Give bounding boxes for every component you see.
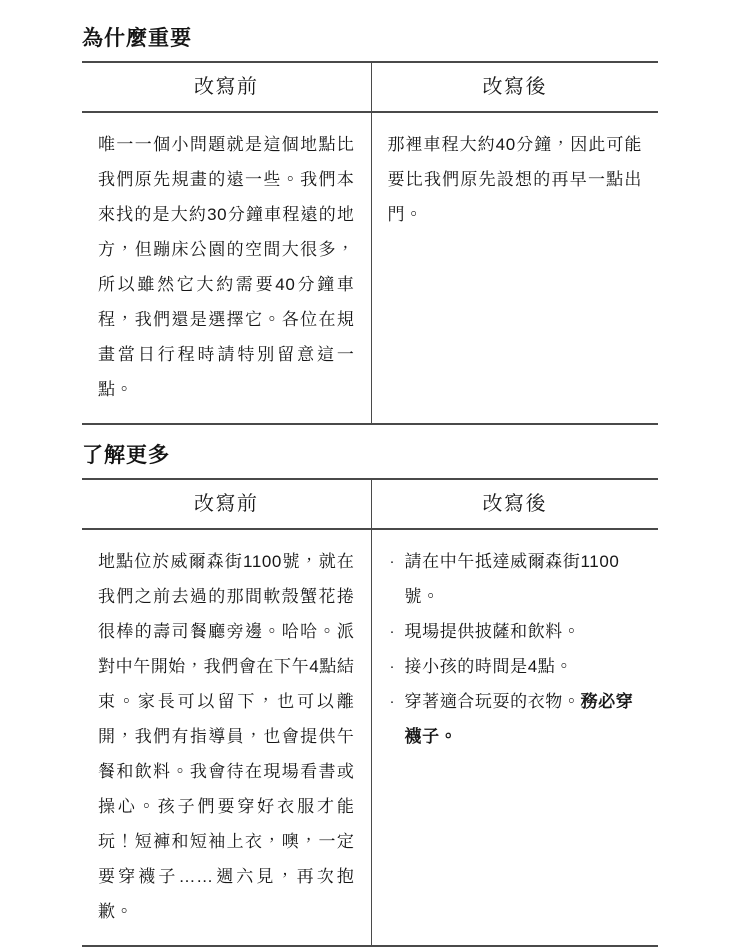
list-item [388,614,643,649]
table-header-row [82,479,658,529]
list-item [388,684,643,754]
cell-before [82,529,371,946]
cell-after [371,112,658,424]
column-header-before: 改寫前 [82,62,371,112]
after-paragraph: 那裡車程大約40分鐘，因此可能要比我們原先設想的再早一點出門。 [387,135,642,225]
list-item [388,649,643,684]
list-item-label: 接小孩的時間是4點。 [404,657,573,677]
list-item-label: 現場提供披薩和飲料。 [404,622,581,642]
table-header-row [82,62,658,112]
column-header-after: 改寫後 [371,479,658,529]
column-header-before: 改寫前 [82,479,371,529]
bullet-dot-icon: · [389,553,396,571]
section-learn-more [82,443,658,947]
section-heading: 了解更多 [82,444,170,467]
comparison-table-why [82,61,658,425]
list-item-label: 請在中午抵達威爾森街1100號。 [404,552,620,607]
table-row [82,112,658,424]
before-paragraph: 唯一一個小問題就是這個地點比我們原先規畫的遠一些。我們本來找的是大約30分鐘車程遠的地方，但蹦床公園的空間大很多，所以雖然它大約需要40分鐘車程，我們還是選擇它。各位在規畫當日行程時請特別留意這一點。 [98,135,355,400]
cell-after [371,529,658,946]
column-header-after: 改寫後 [371,62,658,112]
after-bullet-list [388,544,643,754]
list-item [388,544,643,614]
bullet-dot-icon: · [389,623,396,641]
list-item-label: 穿著適合玩耍的衣物。 [404,692,581,712]
bullet-dot-icon: · [389,693,396,711]
before-paragraph: 地點位於威爾森街1100號，就在我們之前去過的那間軟殼蟹花捲很棒的壽司餐廳旁邊。哈哈。派對中午開始，我們會在下午4點結束。家長可以留下，也可以離開，我們有指導員，也會提供午餐和飲料。我會待在現場看書或操心。孩子們要穿好衣服才能玩！短褲和短袖上衣，噢，一定要穿襪子……週六見，再次抱歉。 [98,552,355,922]
bullet-dot-icon: · [389,658,396,676]
comparison-table-learn-more [82,478,658,947]
section-why-it-matters [82,26,658,425]
table-row [82,529,658,946]
list-item-emphasis: 務必穿襪子。 [404,692,634,747]
section-heading: 為什麼重要 [82,27,192,50]
cell-before [82,112,371,424]
